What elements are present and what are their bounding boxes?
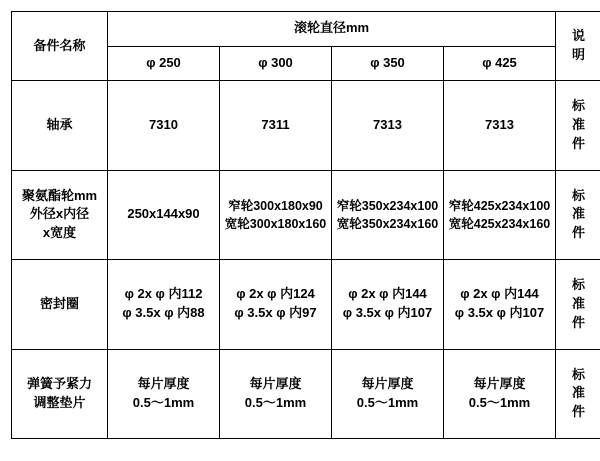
- remark-line: 标: [558, 366, 599, 385]
- cell-line: 0.5～1mm: [446, 394, 553, 413]
- row-seal-remark: [556, 260, 600, 349]
- row-name-line: 弹簧予紧力: [14, 375, 105, 394]
- cell-line: 0.5～1mm: [110, 394, 217, 413]
- cell-line: 每片厚度: [110, 375, 217, 394]
- table-header-row-1: [12, 12, 600, 47]
- row-seal-cell-425: [444, 260, 556, 349]
- row-shim-cell-300: [220, 349, 332, 438]
- row-name-line: 密封圈: [14, 295, 105, 314]
- row-shim-cell-425: [444, 349, 556, 438]
- row-seal-cell-350: [332, 260, 444, 349]
- cell-line: φ 3.5x φ 内88: [110, 304, 217, 323]
- table-row: [12, 170, 600, 259]
- row-name-polyurethane-wheel: [12, 170, 108, 259]
- row-bearing-cell-350: [332, 81, 444, 170]
- row-name-bearing: [12, 81, 108, 170]
- row-bearing-cell-425: [444, 81, 556, 170]
- row-shim-remark: [556, 349, 600, 438]
- cell-line: 0.5～1mm: [222, 394, 329, 413]
- cell-line: 250x144x90: [110, 205, 217, 224]
- table-row: [12, 81, 600, 170]
- cell-line: 宽轮350x234x160: [334, 215, 441, 233]
- header-remark-line-2: 明: [558, 46, 599, 65]
- row-shim-cell-350: [332, 349, 444, 438]
- remark-line: 准: [558, 384, 599, 403]
- remark-line: 件: [558, 224, 599, 243]
- cell-line: 窄轮425x234x100: [446, 197, 553, 215]
- row-name-line: 聚氨酯轮mm: [14, 187, 105, 206]
- header-diameter-425: φ 425: [444, 46, 556, 81]
- row-name-line: 调整垫片: [14, 394, 105, 413]
- cell-line: 7310: [110, 116, 217, 135]
- row-bearing-remark: [556, 81, 600, 170]
- cell-line: φ 2x φ 内144: [334, 285, 441, 304]
- row-bearing-cell-250: [108, 81, 220, 170]
- cell-line: 窄轮350x234x100: [334, 197, 441, 215]
- spare-parts-table: [11, 11, 600, 439]
- remark-line: 标: [558, 97, 599, 116]
- cell-line: 7313: [334, 116, 441, 135]
- row-seal-cell-250: [108, 260, 220, 349]
- table-row: [12, 349, 600, 438]
- header-remark-column: [556, 12, 600, 81]
- spec-sheet: [0, 11, 600, 461]
- table-row: [12, 260, 600, 349]
- remark-line: 件: [558, 314, 599, 333]
- header-diameter-300: φ 300: [220, 46, 332, 81]
- cell-line: φ 2x φ 内112: [110, 285, 217, 304]
- cell-line: 每片厚度: [446, 375, 553, 394]
- header-roller-diameter-group: 滚轮直径mm: [108, 12, 556, 47]
- cell-line: 每片厚度: [222, 375, 329, 394]
- cell-line: 宽轮300x180x160: [222, 215, 329, 233]
- remark-line: 件: [558, 135, 599, 154]
- row-shim-cell-250: [108, 349, 220, 438]
- header-diameter-250: φ 250: [108, 46, 220, 81]
- cell-line: 0.5～1mm: [334, 394, 441, 413]
- row-seal-cell-300: [220, 260, 332, 349]
- cell-line: 窄轮300x180x90: [222, 197, 329, 215]
- row-name-seal-ring: [12, 260, 108, 349]
- cell-line: 每片厚度: [334, 375, 441, 394]
- cell-line: φ 3.5x φ 内107: [334, 304, 441, 323]
- cell-line: φ 2x φ 内124: [222, 285, 329, 304]
- remark-line: 标: [558, 187, 599, 206]
- row-name-line: x宽度: [14, 224, 105, 243]
- row-wheel-cell-425: [444, 170, 556, 259]
- row-wheel-cell-300: [220, 170, 332, 259]
- header-diameter-350: φ 350: [332, 46, 444, 81]
- remark-line: 件: [558, 403, 599, 422]
- cell-line: 宽轮425x234x160: [446, 215, 553, 233]
- row-name-line: 外径x内径: [14, 205, 105, 224]
- row-bearing-cell-300: [220, 81, 332, 170]
- cell-line: 7313: [446, 116, 553, 135]
- remark-line: 准: [558, 205, 599, 224]
- cell-line: φ 3.5x φ 内97: [222, 304, 329, 323]
- header-remark-line-1: 说: [558, 27, 599, 46]
- row-wheel-cell-350: [332, 170, 444, 259]
- row-wheel-cell-250: [108, 170, 220, 259]
- remark-line: 标: [558, 276, 599, 295]
- header-name-column: 备件名称: [12, 12, 108, 81]
- cell-line: 7311: [222, 116, 329, 135]
- remark-line: 准: [558, 116, 599, 135]
- cell-line: φ 3.5x φ 内107: [446, 304, 553, 323]
- row-name-line: 轴承: [14, 116, 105, 135]
- cell-line: φ 2x φ 内144: [446, 285, 553, 304]
- row-name-spring-shim: [12, 349, 108, 438]
- row-wheel-remark: [556, 170, 600, 259]
- remark-line: 准: [558, 295, 599, 314]
